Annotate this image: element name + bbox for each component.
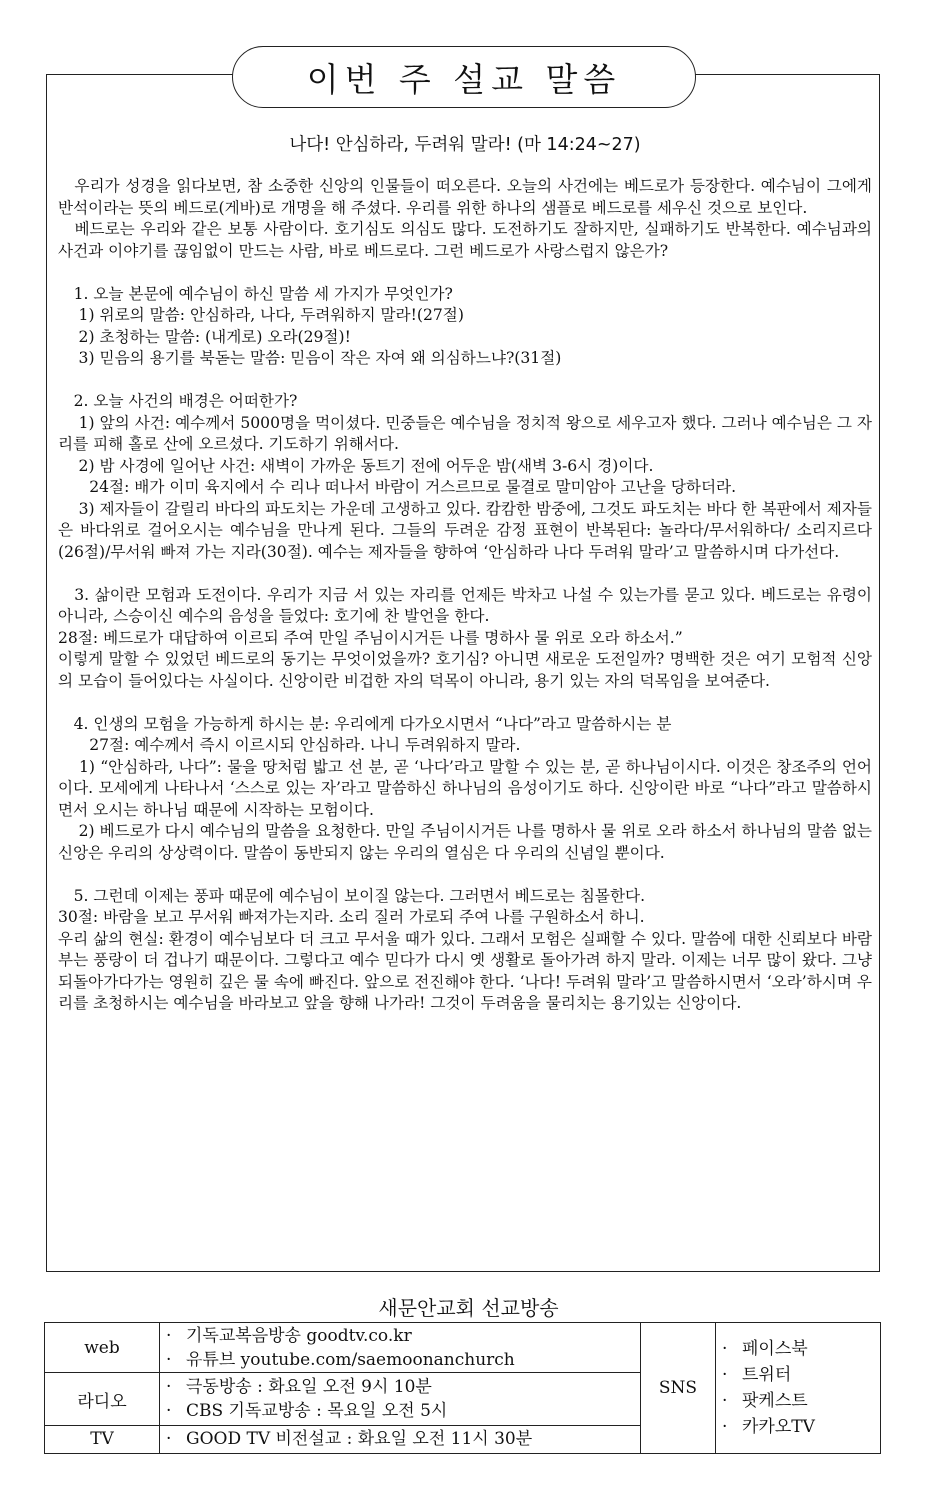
sns-items [716,1323,881,1454]
sermon-subtitle: 나다! 안심하라, 두려워 말라! (마 14:24~27) [289,135,641,155]
broadcast-row-web [45,1323,881,1373]
sermon-paragraph: 3. 삶이란 모험과 도전이다. 우리가 지금 서 있는 자리를 언제든 박차고 나설 수 있는가를 묻고 있다. 베드로는 유령이 아니라, 스승이신 예수의 음성을 들었다: 호기에 찬 발언을 한다. [58,585,872,625]
tv-item: · GOOD TV 비전설교 : 화요일 오전 11시 30분 [166,1429,533,1450]
sermon-paragraph: 24절: 배가 이미 육지에서 수 리나 떠나서 바람이 거스르므로 물결로 말미암아 고난을 당하더라. [58,478,737,496]
paragraph-gap [58,563,872,585]
sermon-paragraph: 우리가 성경을 읽다보면, 참 소중한 신앙의 인물들이 떠오른다. 오늘의 사건에는 베드로가 등장한다. 예수님이 그에게 반석이라는 뜻의 베드로(게바)로 개명을 해 주셨다. 우리를 위한 하나의 샘플로 베드로를 세우신 것으로 보인다. [58,177,872,217]
web-item: · 유튜브 youtube.com/saemoonanchurch [166,1349,515,1370]
paragraph-gap [58,864,872,886]
radio-item: · 극동방송 : 화요일 오전 9시 10분 [166,1377,432,1398]
broadcast-table [44,1322,881,1454]
sermon-paragraph: 1. 오늘 본문에 예수님이 하신 말씀 세 가지가 무엇인가? [58,284,453,303]
paragraph-gap [58,692,872,714]
broadcast-title: 새문안교회 선교방송 [378,1296,559,1320]
title-banner [232,46,696,108]
page-title: 이번 주 설교 말씀 [306,59,622,99]
radio-label: 라디오 [45,1373,160,1425]
sns-item: · 팟케스트 [722,1391,808,1411]
radio-items [160,1373,641,1425]
sermon-paragraph: 5. 그런데 이제는 풍파 때문에 예수님이 보이질 않는다. 그러면서 베드로는 침몰한다. [58,886,646,905]
sermon-paragraph: 우리 삶의 현실: 환경이 예수님보다 더 크고 무서울 때가 있다. 그래서 모험은 실패할 수 있다. 말씀에 대한 신뢰보다 바람 부는 풍랑이 더 겁나기 때문이다. 그렇다고 예수 믿다가 다시 옛 생활로 돌아가려 하지 말라. 이제는 너무 많이 왔다. 그냥 되돌아가다가는 영원히 깊은 물 속에 빠진다. 앞으로 전진해야 한다. ‘나다! 두려워 말라’고 말씀하시면서 ‘오라’하시며 우리를 초청하시는 예수님을 바라보고 앞을 향해 나가라! 그것이 두려움을 물리치는 용기있는 신앙이다. [58,929,872,1012]
sns-label: SNS [641,1323,716,1454]
sns-item: · 트위터 [722,1365,792,1385]
sermon-paragraph: 1) “안심하라, 나다”: 물을 땅처럼 밟고 선 분, 곧 ‘나다’라고 말할 수 있는 분, 곧 하나님이시다. 이것은 창조주의 언어이다. 모세에게 나타나서 ‘스스로 있는 자’라고 말씀하신 하나님의 음성이기도 하다. 신앙이란 바로 “나다”라고 말씀하시면서 오시는 하나님 때문에 시작하는 모험이다. [58,757,872,819]
sermon-paragraph: 27절: 예수께서 즉시 이르시되 안심하라. 나니 두려워하지 말라. [58,736,521,754]
sermon-paragraph: 30절: 바람을 보고 무서워 빠져가는지라. 소리 질러 가로되 주여 나를 구원하소서 하니. [58,908,645,926]
sermon-paragraph: 이렇게 말할 수 있었던 베드로의 동기는 무엇이었을까? 호기심? 아니면 새로운 도전일까? 명백한 것은 여기 모험적 신앙의 모습이 들어있다는 사실이다. 신앙이란 비겁한 자의 덕목이 아니라, 용기 있는 자의 덕목임을 보여준다. [58,650,872,690]
paragraph-gap [58,262,872,284]
web-item: · 기독교복음방송 goodtv.co.kr [166,1325,412,1346]
sermon-paragraph: 3) 믿음의 용기를 북돋는 말씀: 믿음이 작은 자여 왜 의심하느냐?(31절) [58,349,562,367]
sermon-paragraph: 1) 위로의 말씀: 안심하라, 나다, 두려워하지 말라!(27절) [58,306,464,324]
sermon-paragraph: 3) 제자들이 갈릴리 바다의 파도치는 가운데 고생하고 있다. 캄캄한 밤중에, 그것도 파도치는 바다 한 복판에서 제자들은 바다위로 걸어오시는 예수님을 만나게 된다. 그들의 두려운 감정 표현이 반복된다: 놀라다/무서워하다/ 소리지르다(26절)/무서워 빠져 가는 지라(30절). 예수는 제자들을 향하여 ‘안심하라 나다 두려워 말라’고 말씀하시며 다가선다. [58,499,872,561]
sermon-paragraph: 28절: 베드로가 대답하여 이르되 주여 만일 주님이시거든 나를 명하사 물 위로 오라 하소서.” [58,628,683,647]
sermon-paragraph: 베드로는 우리와 같은 보통 사람이다. 호기심도 의심도 많다. 도전하기도 잘하지만, 실패하기도 반복한다. 예수님과의 사건과 이야기를 끊임없이 만드는 사람, 바로 베드로다. 그런 베드로가 사랑스럽지 않은가? [58,220,872,260]
sns-item: · 페이스북 [722,1339,808,1359]
sermon-paragraph: 4. 인생의 모험을 가능하게 하시는 분: 우리에게 다가오시면서 “나다”라고 말씀하시는 분 [58,714,672,733]
radio-item: · CBS 기독교방송 : 목요일 오전 5시 [166,1401,448,1422]
paragraph-gap [58,370,872,392]
sermon-paragraph: 2. 오늘 사건의 배경은 어떠한가? [58,392,298,410]
sermon-paragraph: 1) 앞의 사건: 예수께서 5000명을 먹이셨다. 민중들은 예수님을 정치적 왕으로 세우고자 했다. 그러나 예수님은 그 자리를 피해 홀로 산에 오르셨다. 기도하기 위해서다. [58,413,872,453]
sermon-paragraph: 2) 밤 사경에 일어난 사건: 새벽이 가까운 동트기 전에 어두운 밤(새벽 3-6시 경)이다. [58,456,654,475]
sermon-paragraph: 2) 베드로가 다시 예수님의 말씀을 요청한다. 만일 주님이시거든 나를 명하사 물 위로 오라 하소서 하나님의 말씀 없는 신앙은 우리의 상상력이다. 말씀이 동반되지 않는 우리의 열심은 다 우리의 신념일 뿐이다. [58,822,872,862]
sermon-paragraph: 2) 초청하는 말씀: (내게로) 오라(29절)! [58,327,351,346]
sns-item: · 카카오TV [722,1417,815,1437]
web-label: web [45,1323,160,1373]
sermon-body [58,176,872,1015]
tv-label: TV [45,1425,160,1453]
web-items [160,1323,641,1373]
tv-items [160,1425,641,1453]
